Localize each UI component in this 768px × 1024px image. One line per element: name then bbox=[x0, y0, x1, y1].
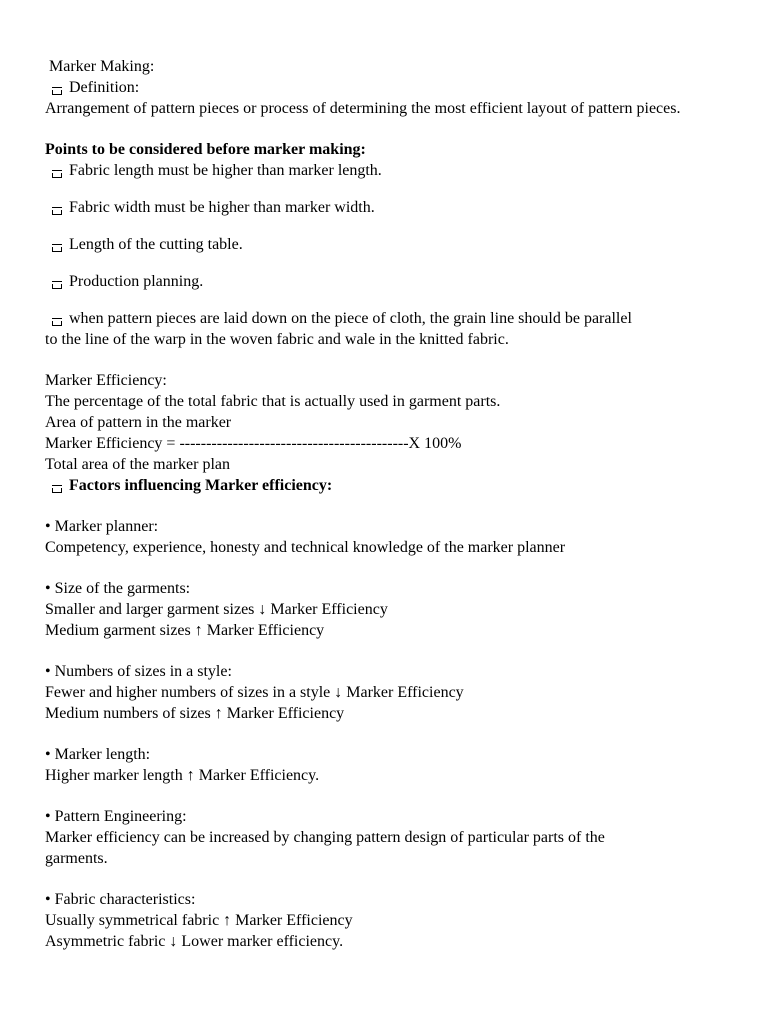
definition-row bbox=[45, 77, 735, 98]
box-bullet-icon bbox=[52, 321, 62, 326]
grain-point-line2: to the line of the warp in the woven fabric and wale in the knitted fabric. bbox=[45, 331, 509, 348]
point-item bbox=[45, 160, 735, 181]
box-bullet-icon bbox=[52, 284, 62, 289]
points-heading: Points to be considered before marker making: bbox=[45, 141, 366, 158]
factors-heading-row bbox=[45, 475, 735, 496]
factor-line: Marker efficiency can be increased by changing pattern design of particular parts of the bbox=[45, 829, 605, 846]
factor-line: Medium garment sizes ↑ Marker Efficiency bbox=[45, 622, 325, 639]
point-text: Fabric width must be higher than marker width. bbox=[69, 199, 375, 216]
factor-line: Medium numbers of sizes ↑ Marker Efficiency bbox=[45, 705, 345, 722]
box-bullet-icon bbox=[52, 90, 62, 95]
section-heading: Marker Making: bbox=[49, 58, 155, 75]
definition-label: Definition: bbox=[69, 79, 140, 96]
factor-line: Higher marker length ↑ Marker Efficiency. bbox=[45, 767, 320, 784]
box-bullet-icon bbox=[52, 210, 62, 215]
efficiency-description: The percentage of the total fabric that is actually used in garment parts. bbox=[45, 393, 501, 410]
factor-line: Competency, experience, honesty and technical knowledge of the marker planner bbox=[45, 539, 566, 556]
formula-numerator: Area of pattern in the marker bbox=[45, 414, 232, 431]
factor-title: • Numbers of sizes in a style: bbox=[45, 663, 232, 680]
box-bullet-icon bbox=[52, 488, 62, 493]
factor-title: • Marker planner: bbox=[45, 518, 159, 535]
formula-denominator: Total area of the marker plan bbox=[45, 456, 231, 473]
box-bullet-icon bbox=[52, 247, 62, 252]
document-body bbox=[45, 56, 735, 952]
factor-line: Usually symmetrical fabric ↑ Marker Efficiency bbox=[45, 912, 353, 929]
efficiency-title: Marker Efficiency: bbox=[45, 372, 167, 389]
factor-line: Smaller and larger garment sizes ↓ Marker Efficiency bbox=[45, 601, 388, 618]
point-text: Length of the cutting table. bbox=[69, 236, 243, 253]
factor-line: Asymmetric fabric ↓ Lower marker efficiency. bbox=[45, 933, 344, 950]
point-item bbox=[45, 271, 735, 292]
definition-text: Arrangement of pattern pieces or process of determining the most efficient layout of pattern pieces. bbox=[45, 100, 681, 117]
grain-point-item bbox=[45, 308, 735, 329]
factor-line: Fewer and higher numbers of sizes in a style ↓ Marker Efficiency bbox=[45, 684, 464, 701]
factors-heading: Factors influencing Marker efficiency: bbox=[69, 477, 333, 494]
factor-title: • Pattern Engineering: bbox=[45, 808, 187, 825]
factor-line: garments. bbox=[45, 850, 108, 867]
factor-title: • Size of the garments: bbox=[45, 580, 191, 597]
point-text: Production planning. bbox=[69, 273, 204, 290]
point-item bbox=[45, 197, 735, 218]
grain-point-line1: when pattern pieces are laid down on the piece of cloth, the grain line should be parallel bbox=[69, 310, 632, 327]
point-text: Fabric length must be higher than marker length. bbox=[69, 162, 382, 179]
factor-title: • Marker length: bbox=[45, 746, 151, 763]
factor-title: • Fabric characteristics: bbox=[45, 891, 196, 908]
box-bullet-icon bbox=[52, 173, 62, 178]
formula-line: Marker Efficiency = -------------------------------------------X 100% bbox=[45, 435, 462, 452]
point-item bbox=[45, 234, 735, 255]
